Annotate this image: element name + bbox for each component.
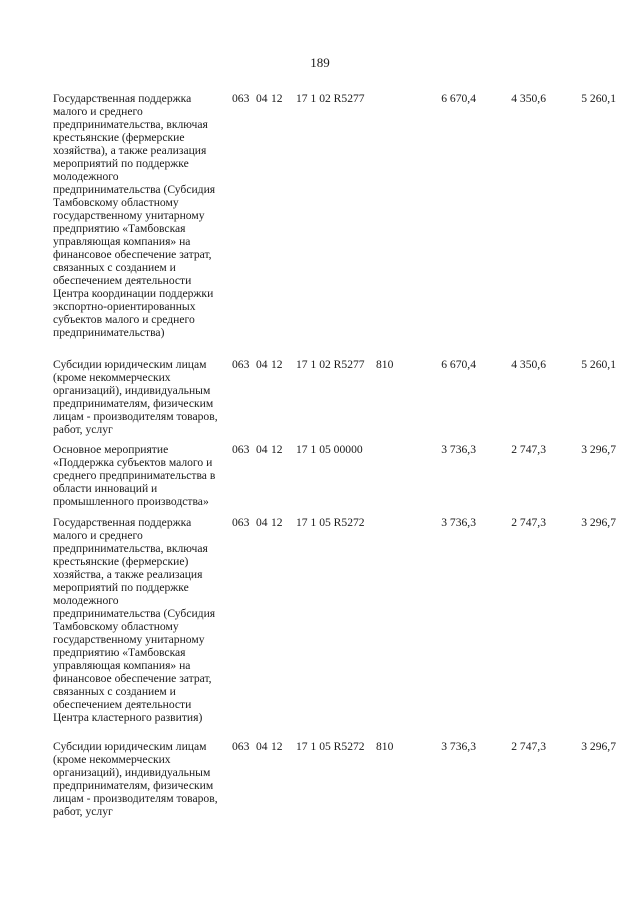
target-article-code: 17 1 05 R5272	[296, 740, 365, 753]
target-article-code: 17 1 02 R5277	[296, 92, 365, 105]
admin-code: 063	[232, 443, 250, 456]
amount-year-1: 3 736,3	[441, 740, 476, 753]
expense-type-code: 810	[376, 740, 394, 753]
amount-year-3: 3 296,7	[581, 740, 616, 753]
subsection-code: 12	[271, 443, 283, 456]
expense-type-code: 810	[376, 358, 394, 371]
amount-year-2: 2 747,3	[511, 443, 546, 456]
section-code: 04	[256, 92, 268, 105]
admin-code: 063	[232, 740, 250, 753]
subsection-code: 12	[271, 358, 283, 371]
row-description: Субсидии юридическим лицам (кроме некоммерческих организаций), индивидуальным предпринимателям, физическим лицам - производителям товаров, работ, услуг	[53, 740, 218, 818]
section-code: 04	[256, 740, 268, 753]
amount-year-3: 3 296,7	[581, 516, 616, 529]
amount-year-2: 4 350,6	[511, 92, 546, 105]
admin-code: 063	[232, 358, 250, 371]
amount-year-1: 6 670,4	[441, 358, 476, 371]
target-article-code: 17 1 05 R5272	[296, 516, 365, 529]
amount-year-3: 5 260,1	[581, 92, 616, 105]
amount-year-2: 4 350,6	[511, 358, 546, 371]
section-code: 04	[256, 358, 268, 371]
section-code: 04	[256, 516, 268, 529]
admin-code: 063	[232, 516, 250, 529]
section-code: 04	[256, 443, 268, 456]
amount-year-2: 2 747,3	[511, 516, 546, 529]
row-description: Субсидии юридическим лицам (кроме некоммерческих организаций), индивидуальным предпринимателям, физическим лицам - производителям товаров, работ, услуг	[53, 358, 218, 436]
subsection-code: 12	[271, 740, 283, 753]
amount-year-1: 3 736,3	[441, 443, 476, 456]
target-article-code: 17 1 05 00000	[296, 443, 363, 456]
amount-year-3: 5 260,1	[581, 358, 616, 371]
subsection-code: 12	[271, 516, 283, 529]
amount-year-3: 3 296,7	[581, 443, 616, 456]
target-article-code: 17 1 02 R5277	[296, 358, 365, 371]
amount-year-2: 2 747,3	[511, 740, 546, 753]
admin-code: 063	[232, 92, 250, 105]
row-description: Государственная поддержка малого и среднего предпринимательства, включая крестьянские (фермерские) хозяйства, а также реализация мероприятий по поддержке молодежного предпринимательства (Субсидия Тамбовскому областному государственному унитарному предприятию «Тамбовская управляющая компания» на финансовое обеспечение затрат, связанных с созданием и обеспечением деятельности Центра кластерного развития)	[53, 516, 216, 724]
page-number: 189	[310, 55, 330, 70]
subsection-code: 12	[271, 92, 283, 105]
amount-year-1: 3 736,3	[441, 516, 476, 529]
amount-year-1: 6 670,4	[441, 92, 476, 105]
row-description: Государственная поддержка малого и среднего предпринимательства, включая крестьянские (фермерские хозяйства), а также реализация мероприятий по поддержке молодежного предпринимательства (Субсидия Тамбовскому областному государственному унитарному предприятию «Тамбовская управляющая компания» на финансовое обеспечение затрат, связанных с созданием и обеспечением деятельности Центра координации поддержки экспортно-ориентированных субъектов малого и среднего предпринимательства)	[53, 92, 216, 339]
row-description: Основное мероприятие «Поддержка субъектов малого и среднего предпринимательства в области инноваций и промышленного производства»	[53, 443, 216, 508]
